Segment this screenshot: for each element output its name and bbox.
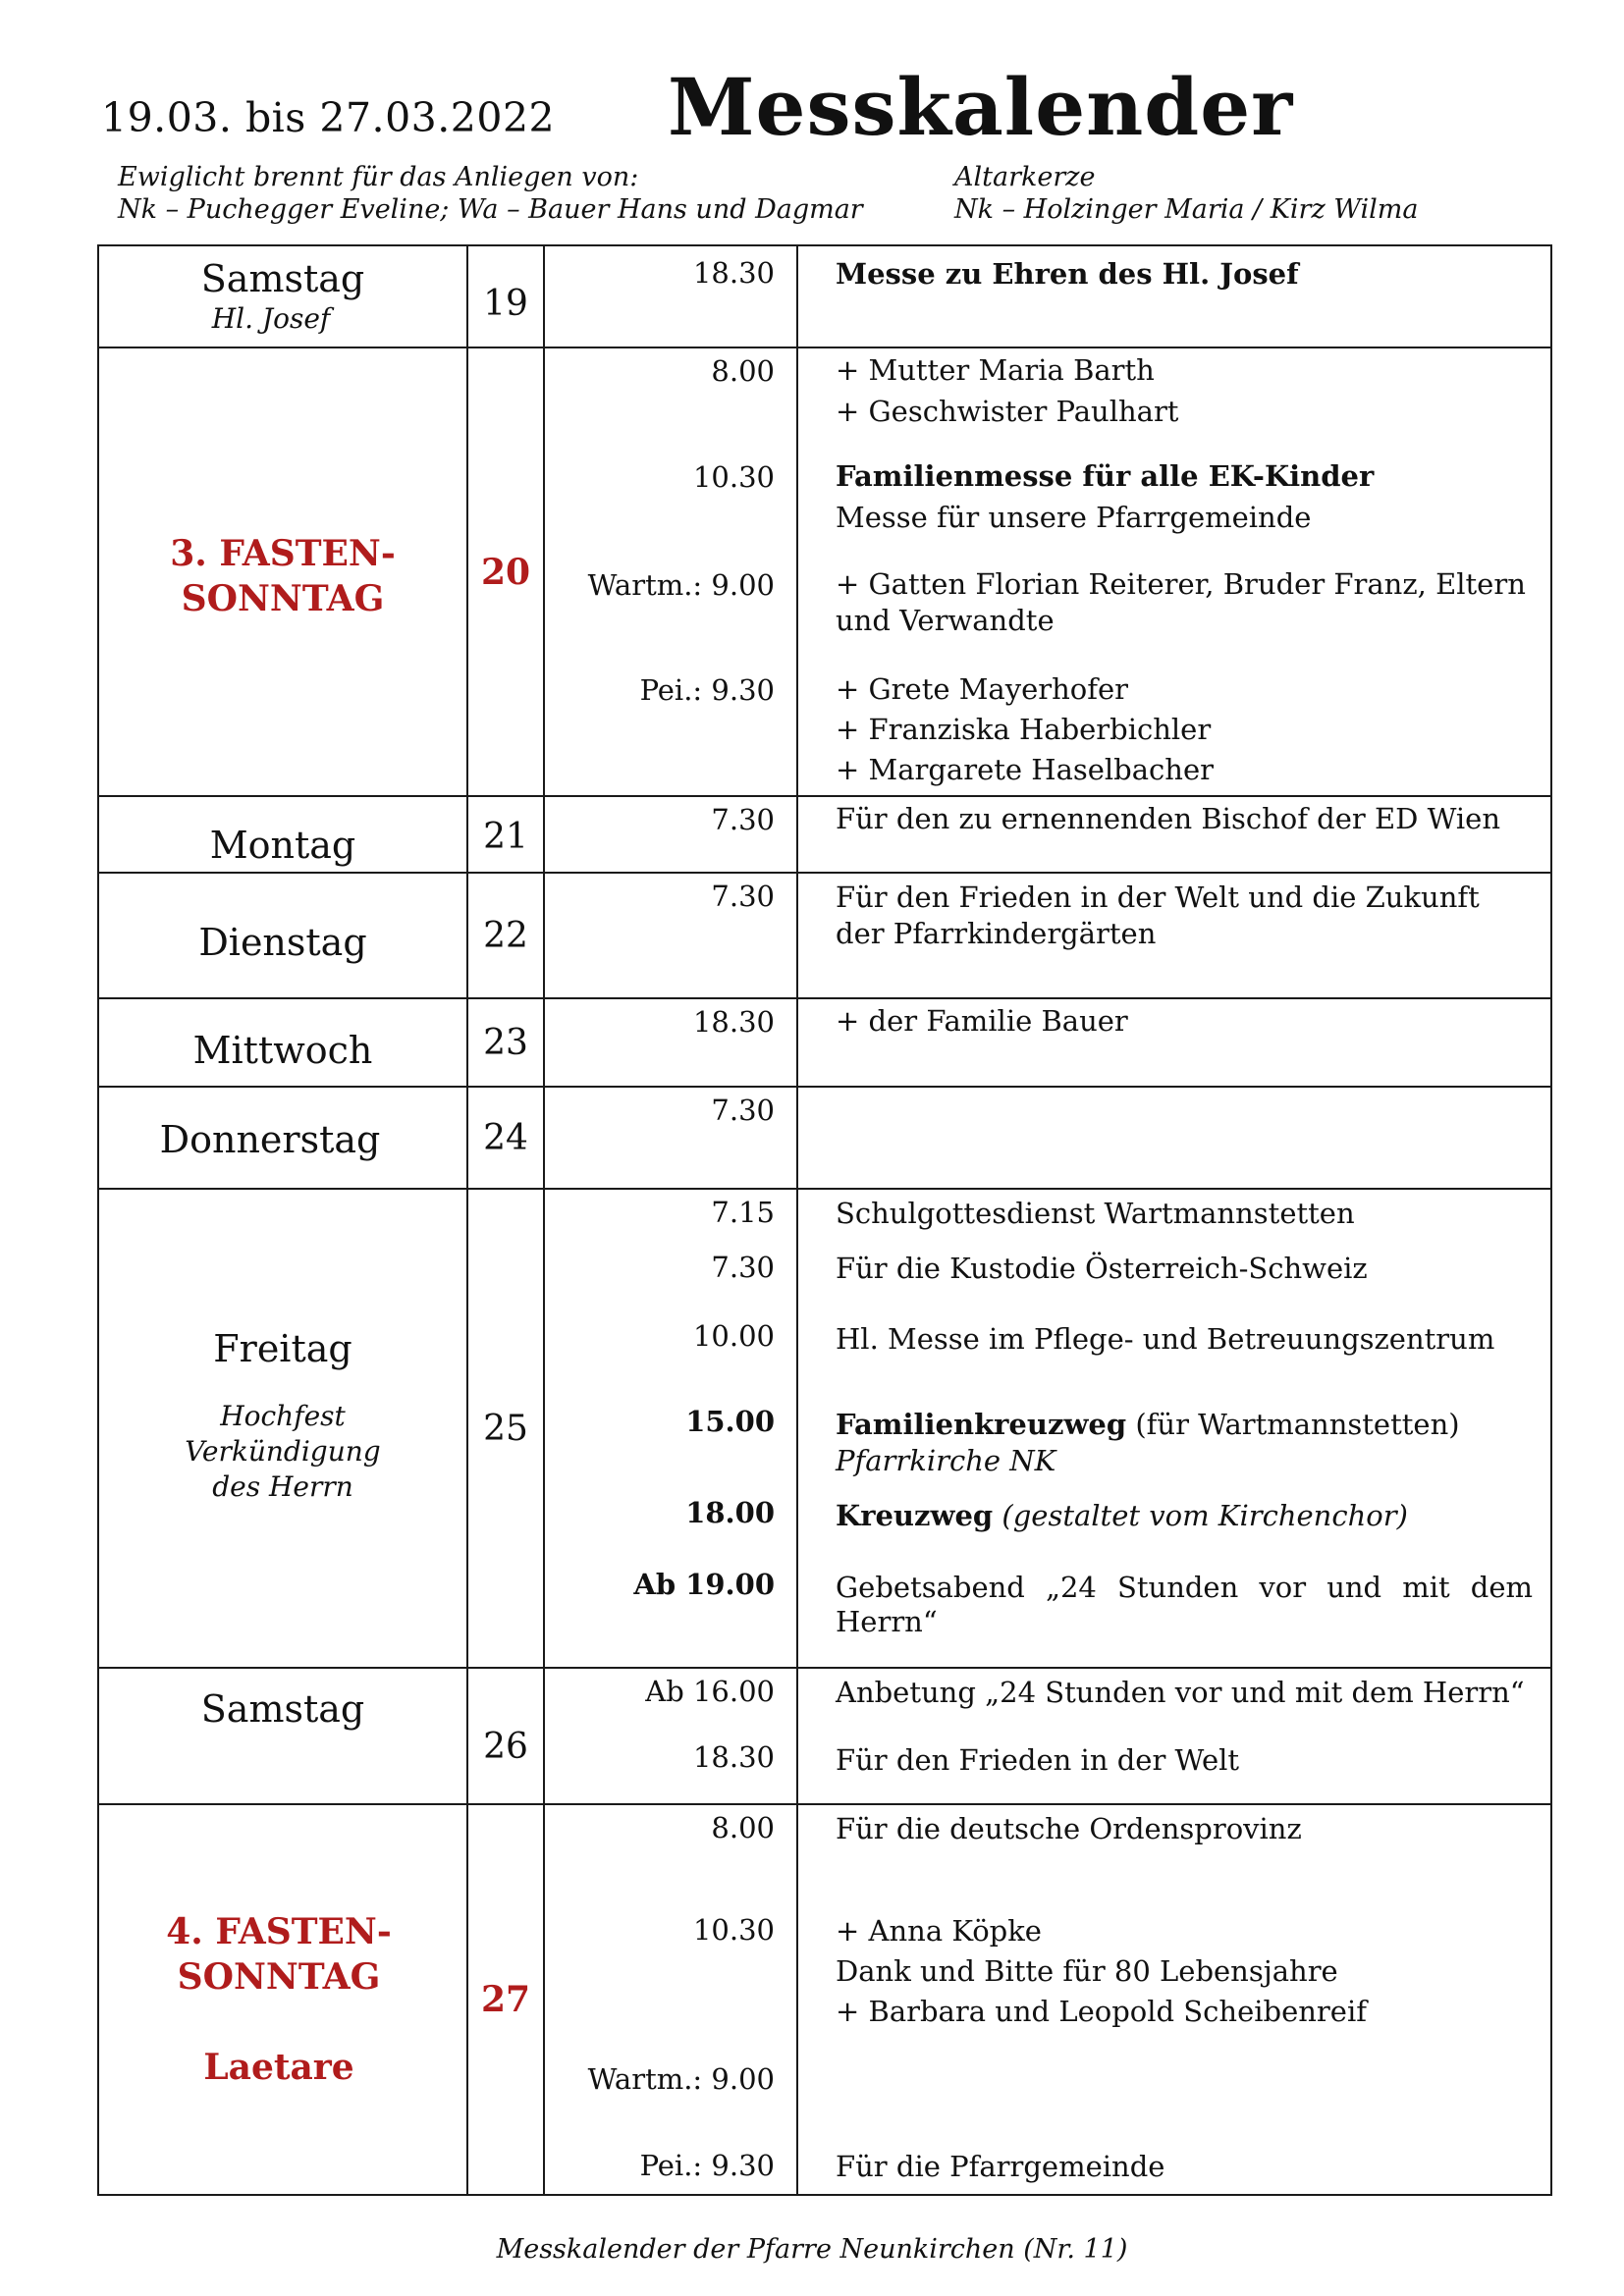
altarkerze-note — [954, 161, 1419, 226]
day-name: Mittwoch — [192, 1029, 373, 1072]
page-title: Messkalender — [668, 61, 1294, 153]
day-feast: Hochfest Verkündigung des Herrn — [185, 1400, 381, 1503]
table-row — [98, 796, 1551, 873]
day-number: 19 — [483, 283, 528, 324]
mass-intention: Anbetung „24 Stunden vor und mit dem Herrn“ — [836, 1676, 1525, 1709]
mass-time: 8.00 — [711, 354, 775, 388]
mass-intention-line2: Herrn“ — [836, 1605, 938, 1638]
day-name: 4. FASTEN- — [166, 1911, 392, 1952]
ewiglicht-note — [118, 161, 863, 226]
mass-intention-note: (gestaltet vom Kirchenchor) — [1001, 1499, 1408, 1532]
mass-intention: Messe für unsere Pfarrgemeinde — [836, 501, 1312, 534]
mass-intention — [836, 1498, 1531, 1534]
mass-time: Pei.: 9.30 — [639, 673, 775, 707]
altarkerze-names: Nk – Holzinger Maria / Kirz Wilma — [954, 194, 1419, 225]
day-cell — [98, 245, 467, 347]
mass-time: Wartm.: 9.00 — [587, 568, 775, 602]
day-number: 26 — [483, 1727, 528, 1767]
mass-intention: + Gatten Florian Reiterer, Bruder Franz, Eltern und Verwandte — [836, 567, 1526, 637]
mass-intention-title: Kreuzweg — [836, 1499, 994, 1532]
day-name: Samstag — [200, 1687, 365, 1731]
mass-intention: + Barbara und Leopold Scheibenreif — [836, 1995, 1367, 2028]
mass-time: 18.30 — [692, 256, 775, 290]
mass-time: 18.30 — [692, 1740, 775, 1774]
day-number: 27 — [480, 1979, 531, 2020]
day-name: Freitag — [213, 1327, 352, 1370]
mass-intention: Messe zu Ehren des Hl. Josef — [836, 257, 1299, 291]
day-name: Montag — [209, 824, 356, 867]
day-feast: Laetare — [203, 2047, 354, 2088]
mass-intention: Für die deutsche Ordensprovinz — [836, 1812, 1302, 1845]
mass-intention: Familienmesse für alle EK-Kinder — [836, 459, 1375, 493]
mass-intention: Für die Pfarrgemeinde — [836, 2150, 1165, 2183]
mass-time: Pei.: 9.30 — [639, 2149, 775, 2182]
mass-time: 8.00 — [711, 1811, 775, 1844]
ewiglicht-names: Nk – Puchegger Eveline; Wa – Bauer Hans und Dagmar — [118, 194, 863, 225]
date-range: 19.03. bis 27.03.2022 — [101, 94, 556, 141]
mass-calendar-table — [97, 244, 1552, 2196]
mass-intention: Hl. Messe im Pflege- und Betreuungszentrum — [836, 1322, 1495, 1356]
mass-time: 18.30 — [692, 1005, 775, 1039]
day-name: Donnerstag — [159, 1118, 381, 1161]
table-row — [98, 1189, 1551, 1668]
day-number: 24 — [483, 1117, 528, 1158]
mass-time: 7.15 — [711, 1196, 775, 1229]
mass-intention: + Geschwister Paulhart — [836, 395, 1179, 428]
mass-time: 7.30 — [711, 1094, 775, 1127]
mass-location: Pfarrkirche NK — [836, 1444, 1056, 1477]
altarkerze-label: Altarkerze — [954, 162, 1096, 192]
mass-intention: + Mutter Maria Barth — [836, 353, 1155, 387]
mass-time: Ab 16.00 — [645, 1675, 775, 1708]
day-number: 20 — [480, 551, 531, 593]
mass-time: 7.30 — [711, 1251, 775, 1284]
mass-time: 7.30 — [711, 803, 775, 836]
day-name: Samstag — [200, 257, 365, 300]
ewiglicht-label: Ewiglicht brennt für das Anliegen von: — [118, 162, 639, 192]
table-row — [98, 1668, 1551, 1804]
table-row — [98, 873, 1551, 998]
mass-intention: Für den Frieden in der Welt — [836, 1743, 1240, 1777]
mass-intention: Für den Frieden in der Welt und die Zukunft der Pfarrkindergärten — [836, 881, 1480, 950]
mass-time: 10.00 — [692, 1319, 775, 1353]
mass-intention: Für den zu ernennenden Bischof der ED Wien — [836, 802, 1501, 835]
mass-intention: Für die Kustodie Österreich-Schweiz — [836, 1252, 1368, 1285]
table-row — [98, 998, 1551, 1087]
mass-time: Wartm.: 9.00 — [587, 2062, 775, 2096]
mass-intention: + Margarete Haselbacher — [836, 753, 1214, 786]
day-name-line2: SONNTAG — [177, 1956, 381, 1998]
table-row — [98, 1087, 1551, 1189]
mass-intention-title: Familienkreuzweg — [836, 1408, 1127, 1441]
day-feast: Hl. Josef — [211, 302, 331, 335]
page-footer: Messkalender der Pfarre Neunkirchen (Nr. 11) — [496, 2234, 1128, 2265]
mass-intention: Dank und Bitte für 80 Lebensjahre — [836, 1954, 1338, 1988]
day-number: 21 — [483, 816, 528, 857]
table-row — [98, 245, 1551, 347]
day-number: 23 — [483, 1022, 528, 1063]
table-row — [98, 1804, 1551, 2195]
day-number: 25 — [483, 1408, 528, 1449]
mass-time: 15.00 — [685, 1405, 775, 1438]
mass-time: 7.30 — [711, 880, 775, 913]
mass-time: Ab 19.00 — [633, 1568, 775, 1601]
mass-intention: + Grete Mayerhofer — [836, 672, 1129, 706]
day-number: 22 — [483, 915, 528, 956]
mass-intention: + Anna Köpke — [836, 1914, 1042, 1948]
mass-time: 18.00 — [685, 1496, 775, 1529]
mass-intention: + Franziska Haberbichler — [836, 713, 1212, 746]
day-name-line2: SONNTAG — [181, 577, 385, 619]
mass-intention — [836, 1407, 1531, 1443]
table-row — [98, 347, 1551, 796]
mass-intention: Schulgottesdienst Wartmannstetten — [836, 1197, 1355, 1230]
mass-time: 10.30 — [692, 1913, 775, 1947]
day-name: 3. FASTEN- — [170, 532, 396, 574]
mass-intention: + der Familie Bauer — [836, 1004, 1128, 1038]
day-name: Dienstag — [198, 921, 367, 964]
mass-time: 10.30 — [692, 460, 775, 494]
mass-intention: Gebetsabend „24 Stunden vor und mit dem — [836, 1571, 1533, 1604]
mass-intention-note: (für Wartmannstetten) — [1135, 1408, 1460, 1441]
